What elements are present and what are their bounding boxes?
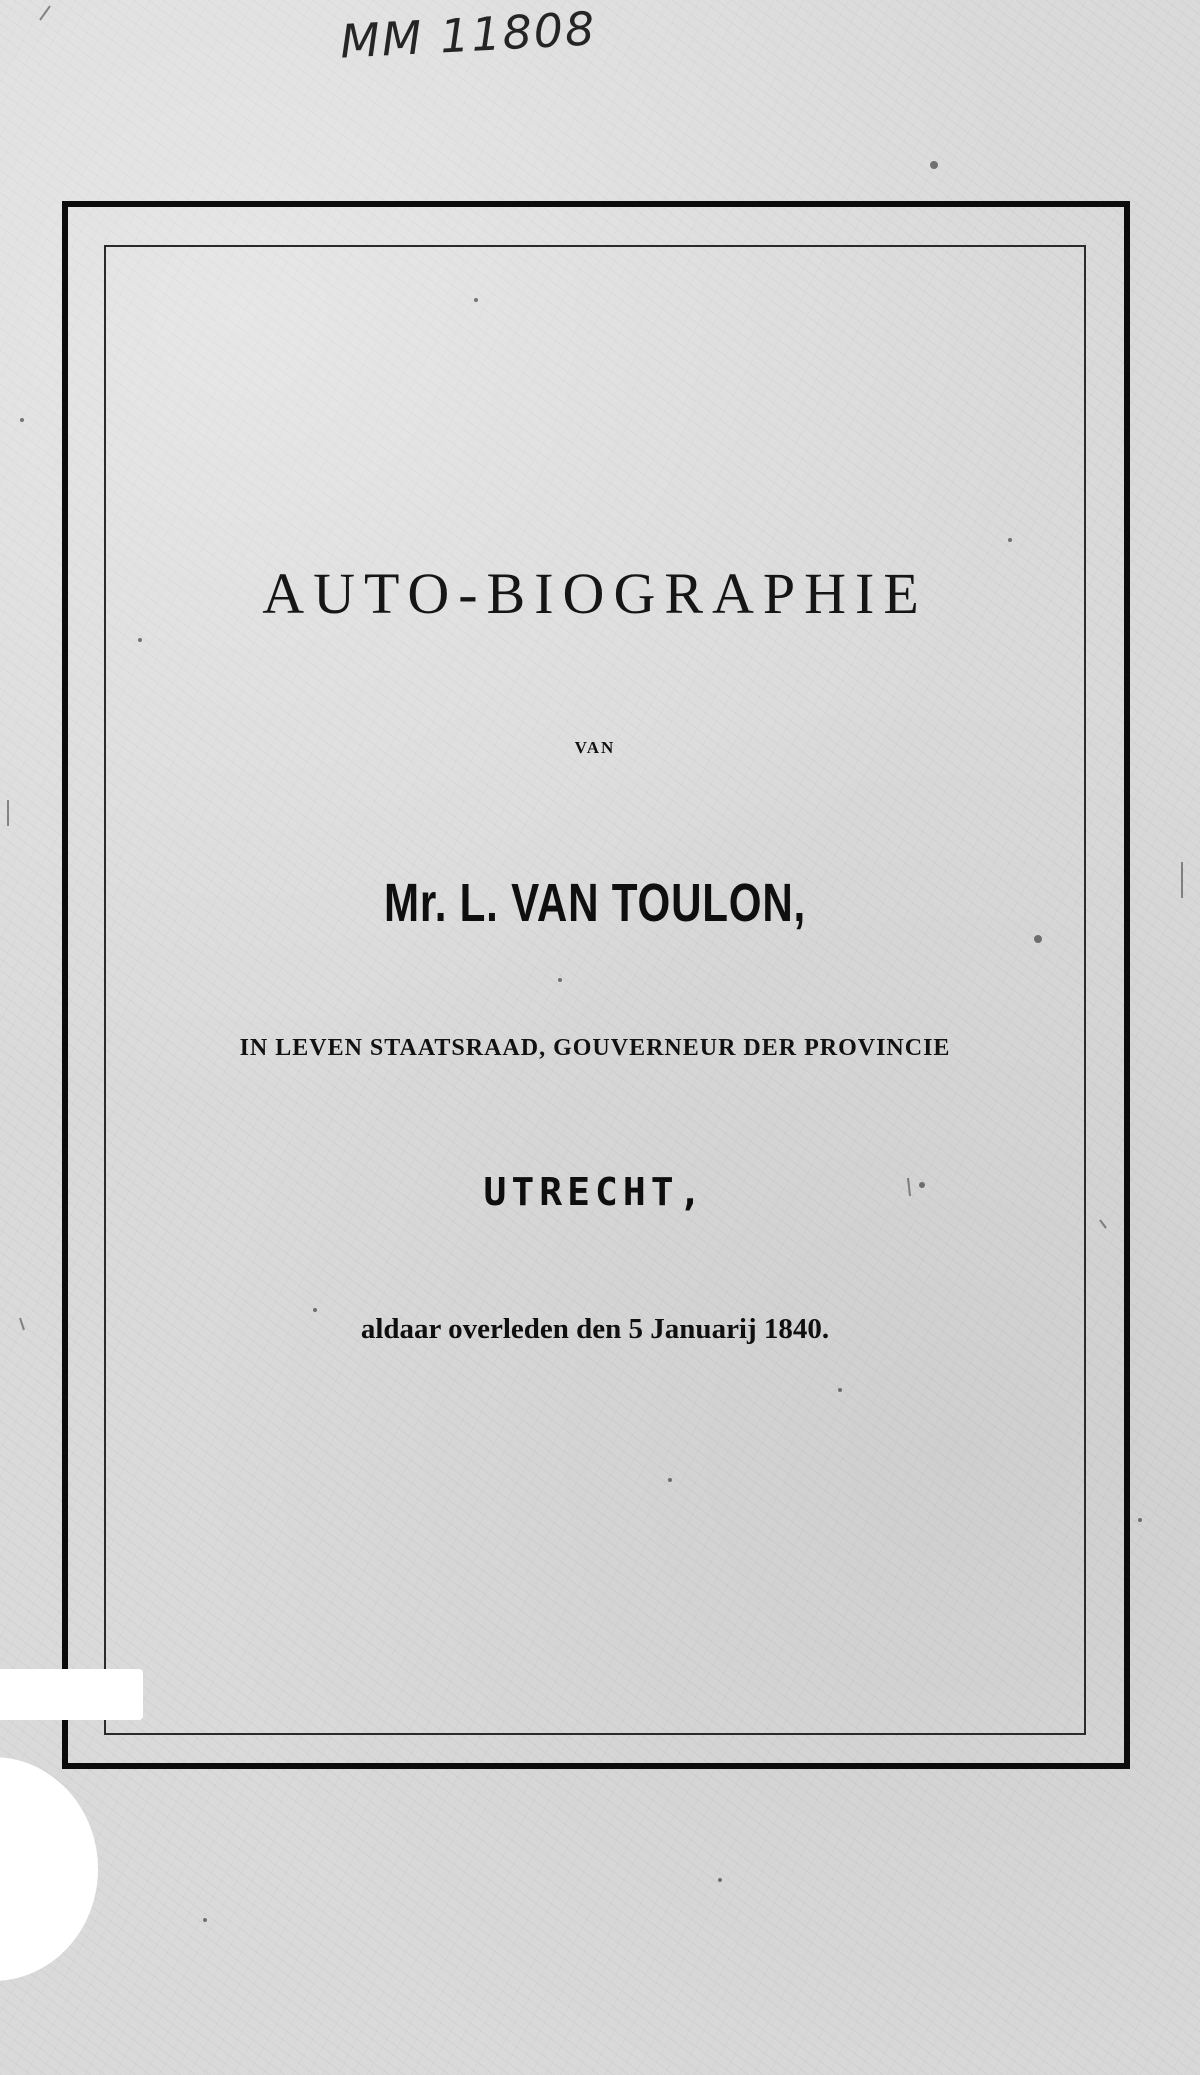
connector-text: VAN xyxy=(574,738,616,757)
death-note: aldaar overleden den 5 Januarij 1840. xyxy=(360,1313,830,1345)
author-position: IN LEVEN STAATSRAAD, GOUVERNEUR DER PROVINCIE xyxy=(239,1035,951,1061)
inner-border-frame xyxy=(104,245,1086,1735)
city-name: UTRECHT, xyxy=(483,1170,707,1214)
page-title: AUTO-BIOGRAPHIE xyxy=(262,561,928,626)
catalog-mark: MM 11808 xyxy=(338,1,598,69)
library-label-tab xyxy=(0,1669,143,1720)
author-name: Mr. L. VAN TOULON, xyxy=(383,873,807,933)
